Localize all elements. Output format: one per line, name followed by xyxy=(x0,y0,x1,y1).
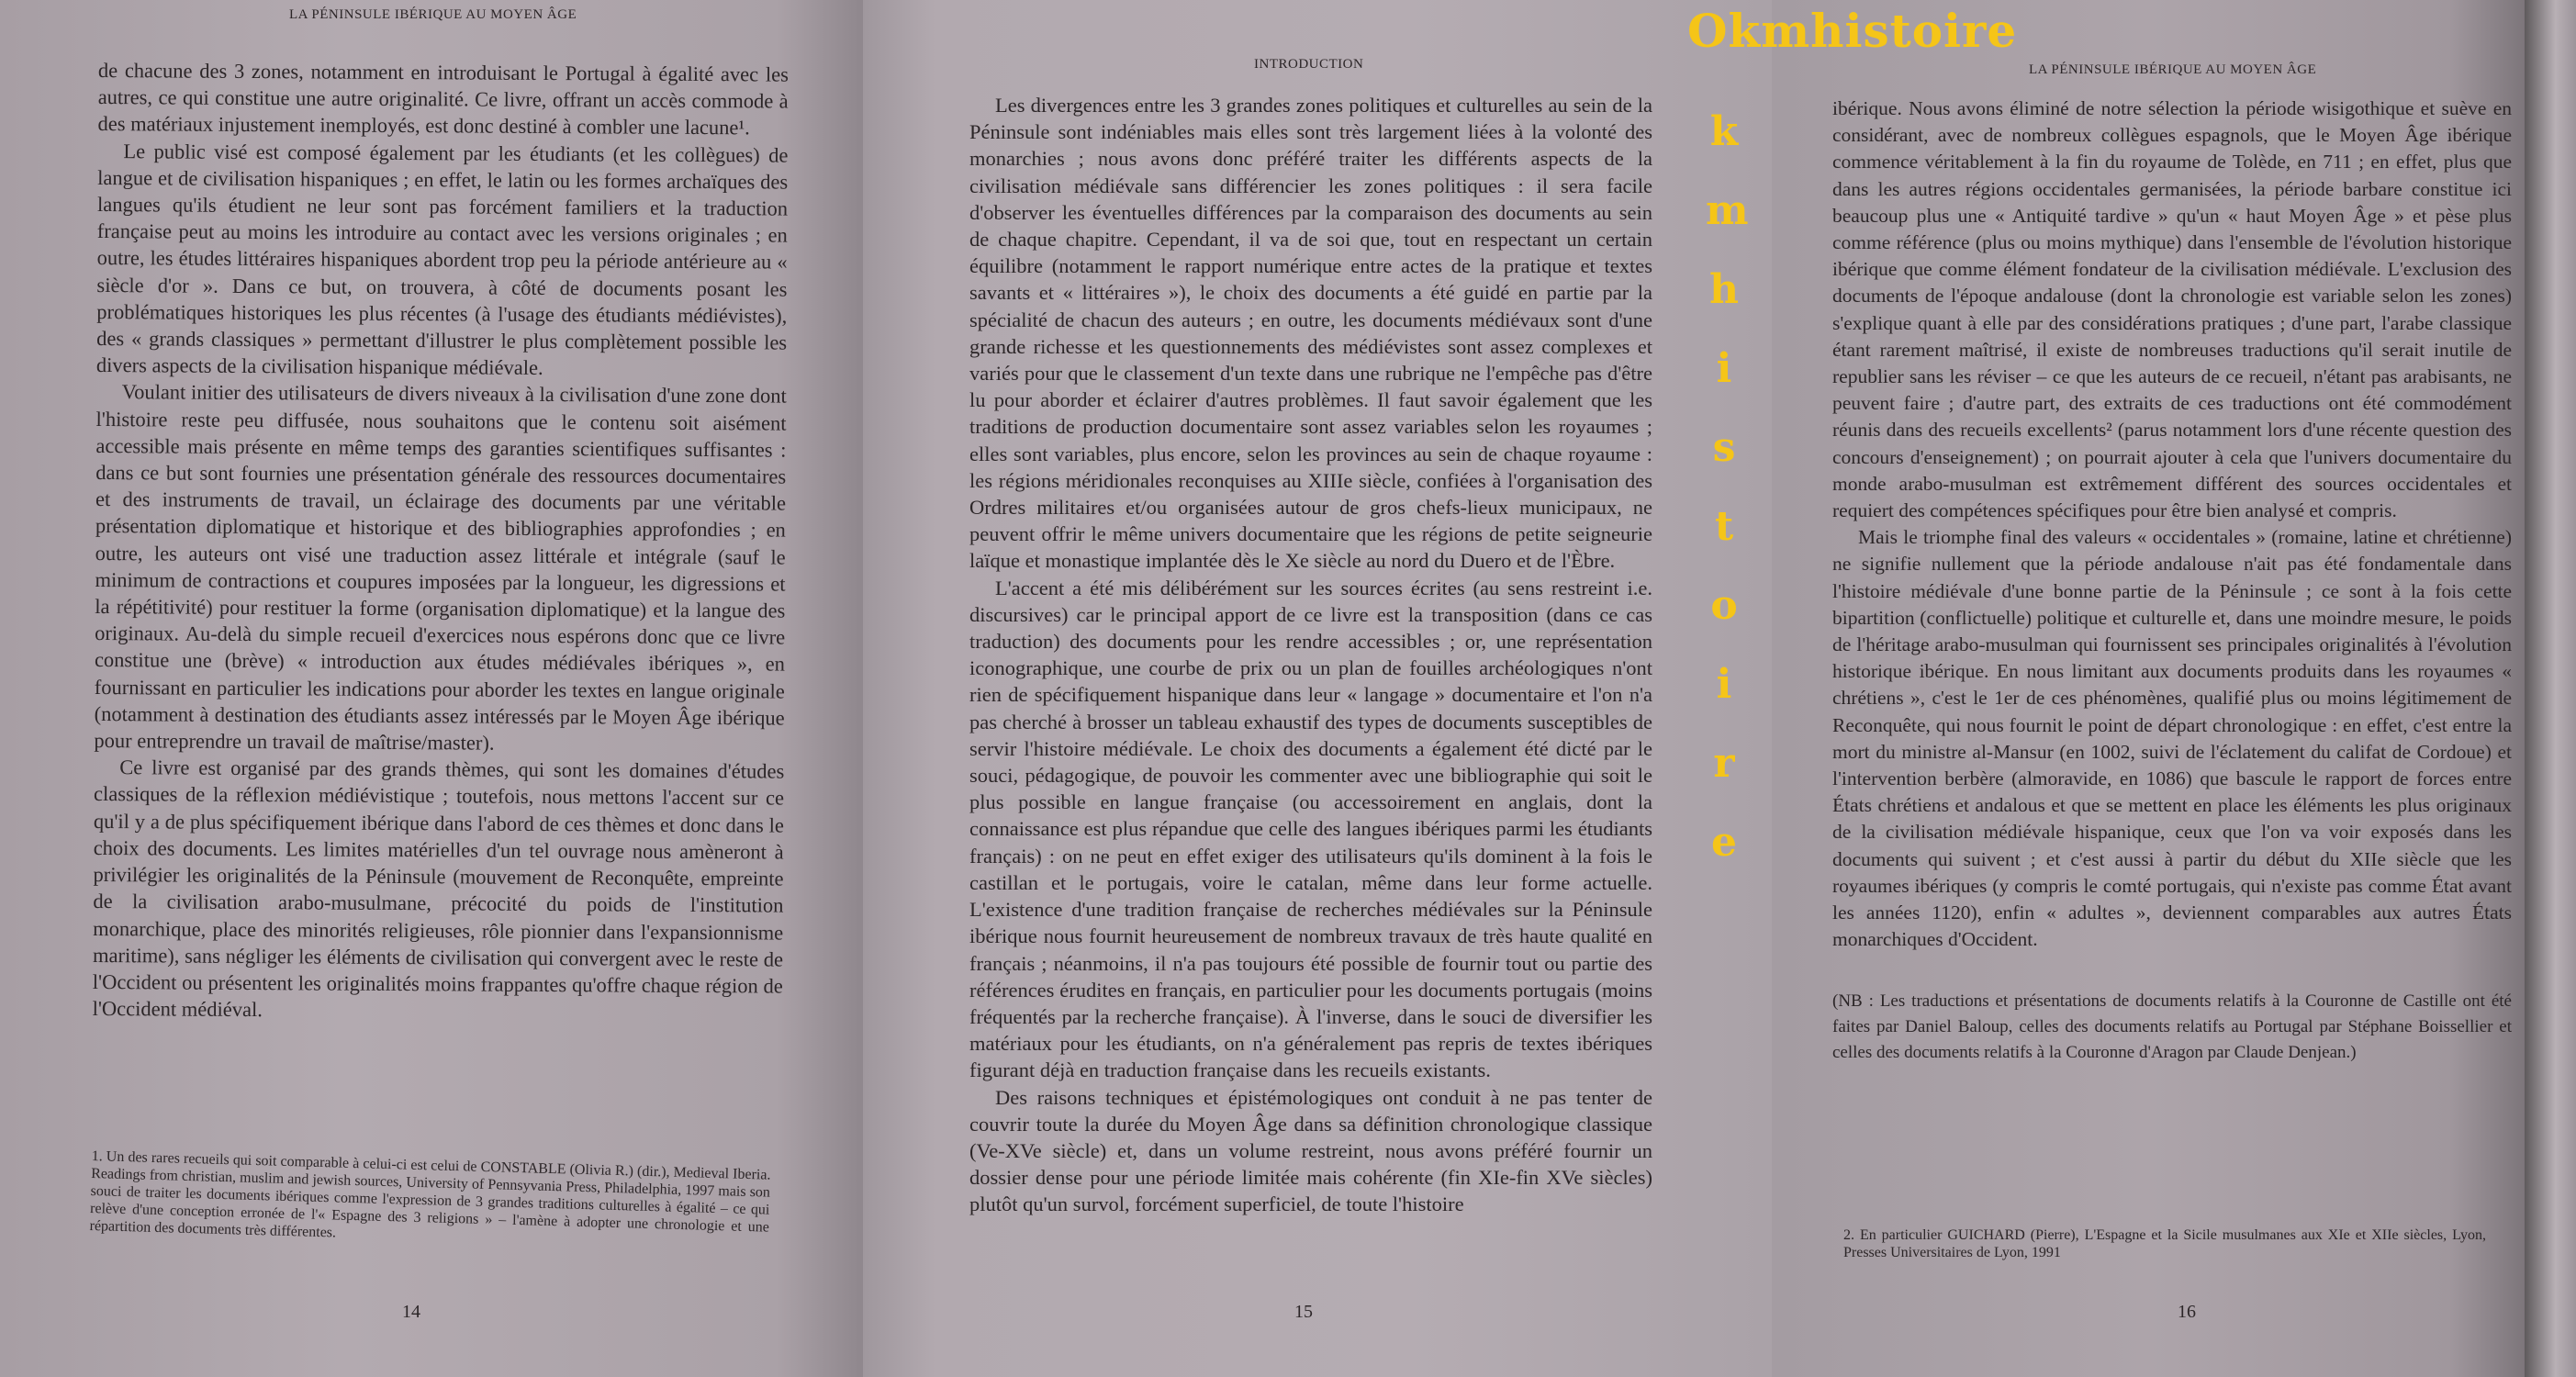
page-15 xyxy=(863,0,1772,1377)
watermark-letter: i xyxy=(1716,345,1732,392)
paragraph: L'accent a été mis délibérément sur les sources écrites (au sens restreint i.e. discursives) car le principal apport de ce livre est la transposition (dans ce cas traduction) des documents pour les rendre accessibles ; or, une représentation iconographique, une courbe de prix ou un plan de fouilles archéologiques n'ont rien de spécifiquement hispanique dans leur « langage » documentaire et l'on n'a pas cherché à brosser un tableau exhaustif des types de documents susceptibles de servir l'histoire médiévale. Le choix des documents a également été dicté par le souci, pédagogique, de pouvoir les commenter avec une bibliographie qui soit le plus possible en langue française (ou accessoirement en anglais, dont la connaissance est plus répandue que celle des langues ibériques parmi les étudiants français) : on ne peut en effet exiger des utilisateurs qu'ils dominent à la fois le castillan et le portugais, voire le catalan, même dans leur forme actuelle. L'existence d'une tradition française de recherches médiévales sur la Péninsule ibérique nous fournit heureusement de nombreux travaux de très haute qualité en français ; néanmoins, il n'a pas toujours été possible de fournir tout ou partie des références érudites en français, en particulier pour les documents portugais (moins fréquentés par la recherche française). À l'inverse, dans le souci de diversifier les matériaux pour les étudiants, on n'a généralement pas repris de textes ibériques figurant déjà en traduction française dans les recueils existants. xyxy=(969,576,1652,1082)
watermark-letter: t xyxy=(1714,503,1734,550)
watermark-logo: Okmhistoire xyxy=(1687,4,2018,58)
page-16 xyxy=(1772,0,2525,1377)
paragraph: ibérique. Nous avons éliminé de notre sélection la période wisigothique et suève en considérant, avec de nombreux collègues espagnols, que le Moyen Âge ibérique commence véritablement à la fin du royaume de Tolède, en 711 ; en effet, plus que dans les autres régions occidentales germanisées, la période barbare constitue ici beaucoup plus une « Antiquité tardive » qu'un « haut Moyen Âge » et pèse plus comme référence (plus ou moins mythique) dans l'ensemble de l'évolution historique ibérique que comme élément fondateur de la civilisation médiévale. L'exclusion des documents de l'époque andalouse (dont la chronologie est variable selon les zones) s'explique quant à elle par des considérations pratiques ; d'une part, l'arabe classique étant rarement maîtrisé, il existe de nombreuses traductions qu'il serait inutile de republier sans les réviser – ce que les auteurs de ce recueil, n'étant pas arabisants, ne peuvent faire ; d'autre part, des extraits de ces traductions ont été commodément réunis dans des recueils excellents² (parus notamment lors d'une récente question des concours d'enseignement) ; on pourrait ajouter à cela que l'univers documentaire du monde arabo-musulman est extrêmement différent des sources occidentales et requiert des compétences spécifiques pour être bien analysé et compris. xyxy=(1832,97,2512,522)
body-text xyxy=(1832,95,2512,1066)
paragraph: Mais le triomphe final des valeurs « occidentales » (romaine, latine et chrétienne) ne signifie nullement que la période andalouse n'ait pas été fondamentale dans l'histoire médiévale d'une bonne partie de la Péninsule ; ce sont à la fois cette bipartition (conflictuelle) politique et culturelle et, dans une moindre mesure, le poids de l'héritage arabo-musulman qui fournissent ses principales originalités à l'évolution historique ibérique. En nous limitant aux documents produits dans les royaumes « chrétiens », c'est le 1er de ces phénomènes, qualifié plus ou moins légitimement de Reconquête, qui nous fournit le point de départ chronologique : en effet, c'est entre la mort du ministre al-Mansur (en 1002, suivi de l'éclatement du califat de Cordoue) et l'intervention berbère (almoravide, en 1086) que bascule le rapport de forces entre États chrétiens et andalous et que se mettent en place les éléments les plus originaux de la civilisation médiévale hispanique, ceux que l'on va voir exposés dans les documents qui suivent ; et c'est aussi à partir du début du XIIe siècle que les royaumes ibériques (y compris le comté portugais, qui n'existe pas comme État avant les années 1120), enfin « adultes », deviennent comparables aux autres États monarchiques d'Occident. xyxy=(1832,526,2512,951)
page-14 xyxy=(0,0,863,1377)
watermark-letter: e xyxy=(1711,819,1737,866)
paragraph: Le public visé est composé également par les étudiants (et les collègues) de langue et de civilisation hispaniques ; en effet, le latin ou les formes archaïques des langues qu'ils étudient ne leur sont pas forcément familiers et la traduction française peut au moins les introduire au contact avec les versions originales ; en outre, les études littéraires hispaniques abordent trop peu la période antérieure au « siècle d'or ». Dans ce but, on trouvera, à côté de documents posant les problématiques historiques les plus récentes (à l'usage des étudiants médiévistes), des « grands classiques » permettant d'illustrer le plus complètement possible les divers aspects de la civilisation hispanique médiévale. xyxy=(95,139,789,380)
paragraph: Ce livre est organisé par des grands thèmes, qui sont les domaines d'études classiques de la réflexion médiévistique ; toutefois, nous mettons l'accent sur ce qu'il y a de plus spécifiquement ibérique dans l'abord de ces thèmes et donc dans le choix des documents. Les limites matérielles d'un tel ouvrage nous amèneront à privilégier les originalités de la Péninsule (mouvement de Reconquête, empreinte de la civilisation arabo-musulmane, précocité du poids de l'institution monarchique, place des minorités religieuses, rôle pionnier dans l'expansionnisme maritime), sans négliger les éléments de civilisation qui convergent avec le reste de l'Occident ou présentent les originalités moins frappantes qu'offre chaque région de l'Occident médiéval. xyxy=(92,756,785,1022)
watermark-letter: m xyxy=(1706,187,1749,234)
running-head: LA PÉNINSULE IBÉRIQUE AU MOYEN ÂGE xyxy=(2029,62,2317,77)
running-head: LA PÉNINSULE IBÉRIQUE AU MOYEN ÂGE xyxy=(289,7,577,22)
body-text xyxy=(93,57,789,1026)
page-number: 15 xyxy=(1294,1302,1313,1322)
watermark-letter: s xyxy=(1712,424,1736,471)
paragraph: Des raisons techniques et épistémologiques ont conduit à ne pas tenter de couvrir toute la durée du Moyen Âge dans sa définition chronologique classique (Ve-XVe siècle) et, dans un volume restreint, nous avons préféré fournir un dossier dense pour une période limitée mais cohérente (fin XIe-fin XVe siècles) plutôt qu'un survol, forcément superficiel, de toute l'histoire xyxy=(969,1085,1652,1216)
watermark-letter: i xyxy=(1716,661,1732,708)
running-head: INTRODUCTION xyxy=(1254,57,1364,72)
body-text xyxy=(969,92,1652,1218)
watermark-letter: o xyxy=(1710,582,1738,629)
watermark-letter: r xyxy=(1713,740,1735,787)
paragraph: Les divergences entre les 3 grandes zones politiques et culturelles au sein de la Péninsule sont indéniables mais elles sont très largement liées à la volonté des monarchies ; nous avons donc préféré traiter les différents aspects de la civilisation médiévale sans différencier les zones politiques : il sera facile d'observer les éventuelles différences par la comparaison des documents au sein de chaque chapitre. Cependant, il va de soi que, tout en respectant un certain équilibre (notamment le rapport numérique entre actes de la pratique et textes savants et « littéraires »), le choix des documents a été guidé en partie par la spécialité de chacun des auteurs ; en outre, les documents médiévaux sont d'une grande richesse et les questionnements des médiévistes sont assez complexes et variés pour que le classement d'un texte dans une rubrique ne l'empêche pas d'être lu pour aborder et éclairer d'autres problèmes. Il faut savoir également que les traditions de production documentaire sont assez variables selon les royaumes ; elles sont variables, plus encore, selon les provinces au sein de chaque royaume : les régions méridionales reconquises au XIIIe siècle, confiées à l'organisation des Ordres militaires et/ou organisées autour de gros chefs-lieux municipaux, ne peuvent offrir le même univers documentaire que les régions de petite seigneurie laïque et monastique implantée dès le Xe siècle au nord du Duero et de l'Èbre. xyxy=(969,94,1652,573)
paragraph: de chacune des 3 zones, notamment en introduisant le Portugal à égalité avec les autres, ce qui constitue une autre originalité. Ce livre, offrant un accès commode à des matériaux injustement inemployés, est donc destiné à combler une lacune¹. xyxy=(97,58,789,140)
paragraph: Voulant initier des utilisateurs de divers niveaux à la civilisation d'une zone dont l'histoire reste peu diffusée, nous souhaitons que le contenu soit aisément accessible mais présente en même temps des garanties scientifiques suffisantes : dans ce but sont fournies une présentation générale des ressources documentaires et des instruments de travail, un éclairage des documents par une véritable présentation diplomatique et historique et des bibliographies approfondies ; en outre, les auteurs ont visé une traduction assez littérale et intégrale (sauf le minimum de contractions et coupures imposées par la longueur, les digressions et la répétitivité) pour restituer la forme (organisation diplomatique) et la langue des originaux. Au-delà du simple recueil d'exercices nous espérons donc que ce livre constitue une (brève) « introduction aux études médiévales ibériques », en fournissant en particulier les indications pour aborder les textes en langue originale (notamment à destination des étudiants assez intéressés par le Moyen Âge ibérique pour entreprendre un travail de maîtrise/master). xyxy=(94,380,787,755)
footnote: 2. En particulier GUICHARD (Pierre), L'Espagne et la Sicile musulmanes aux XIe et XIIe siècles, Lyon, Presses Universitaires de Lyon, 1991 xyxy=(1843,1227,2486,1260)
footnote: 1. Un des rares recueils qui soit comparable à celui-ci est celui de CONSTABLE (Olivia R.) (dir.), Medieval Iberia. Readings from christian, muslim and jewish sources, University of Pennsyvania Press, Philadelphia, 1997 mais son souci de traiter les documents ibériques comme l'expression de 3 grandes traditions culturelles à égalité – ce qui relève d'une conception erronée de l'« Espagne des 3 religions » – l'amène à adopter une chronologie et une répartition des documents très différentes. xyxy=(89,1148,771,1241)
watermark-letter: k xyxy=(1709,108,1739,155)
watermark-letter: h xyxy=(1709,266,1739,313)
page-number: 14 xyxy=(402,1302,420,1322)
nb-note: (NB : Les traductions et présentations de documents relatifs à la Couronne de Castille ont été faites par Daniel Baloup, celles des documents relatifs au Portugal par Stéphane Boissellier et celles des documents relatifs à la Couronne d'Aragon par Claude Denjean.) xyxy=(1832,991,2512,1062)
book-edge xyxy=(2525,0,2576,1377)
page-number: 16 xyxy=(2178,1302,2196,1322)
